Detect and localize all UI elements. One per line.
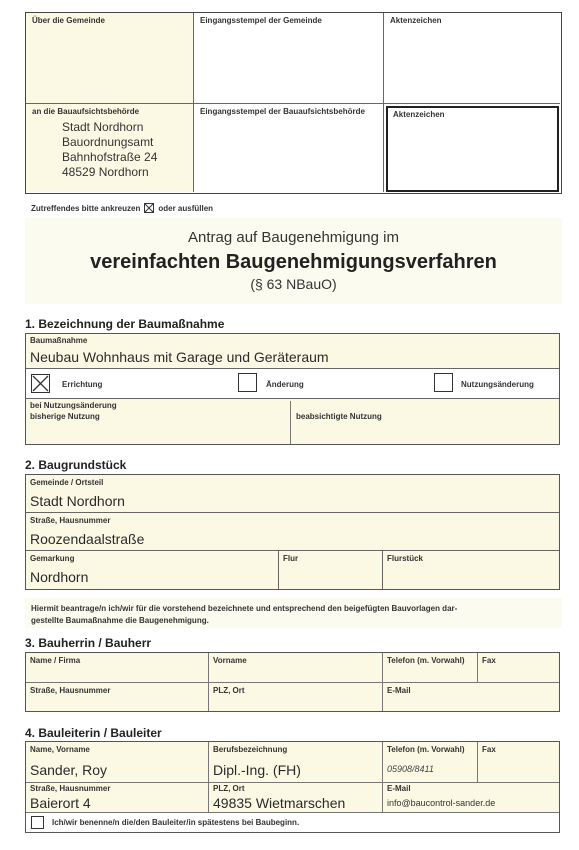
bauherr-fax-input[interactable]	[478, 653, 559, 682]
behoerde-address-box	[26, 104, 194, 192]
baumassnahme-field[interactable]	[26, 334, 559, 369]
errichtung-checkbox[interactable]	[31, 374, 50, 393]
aktenzeichen-label-1: Aktenzeichen	[390, 16, 442, 25]
address-line-2: Bauordnungsamt	[62, 135, 154, 149]
gemeinde-value: Stadt Nordhorn	[30, 493, 125, 509]
statement-line-1: Hiermit beantrage/n ich/wir für die vorstehend bezeichnete und entsprechend den beigefügten Bauvorlagen dar-	[31, 604, 458, 613]
ueber-label: Über die Gemeinde	[32, 16, 105, 25]
title-band	[25, 218, 562, 304]
nutzungsaenderung-checkbox[interactable]	[434, 373, 453, 392]
baumassnahme-value: Neubau Wohnhaus mit Garage und Geräteraum	[30, 349, 329, 365]
section3-box	[25, 652, 560, 712]
bei-nutzung-label: bei Nutzungsänderung	[30, 401, 117, 410]
bauleiter-plz-input[interactable]	[209, 783, 382, 812]
gemeinde-box	[26, 13, 194, 104]
bisherige-label: bisherige Nutzung	[30, 412, 100, 421]
address-line-3: Bahnhofstraße 24	[62, 150, 158, 164]
bauleiter-beruf-input[interactable]	[209, 742, 382, 782]
title-line-1: Antrag auf Baugenehmigung im	[188, 229, 399, 246]
title-line-2: vereinfachten Baugenehmigungsverfahren	[90, 251, 497, 273]
instruction-before: Zutreffendes bitte ankreuzen	[31, 203, 141, 213]
nutzungsaenderung-label: Nutzungsänderung	[461, 380, 534, 389]
massnahme-type-row	[26, 369, 559, 399]
behoerde-address	[62, 120, 157, 180]
flur-label: Flur	[283, 554, 299, 563]
address-line-4: 48529 Nordhorn	[62, 165, 149, 179]
bauherr-telefon-input[interactable]	[383, 653, 477, 682]
bisherige-input[interactable]	[26, 409, 290, 444]
flur-field[interactable]	[279, 551, 383, 589]
errichtung-label: Errichtung	[62, 380, 103, 389]
strasse-field[interactable]	[26, 513, 559, 551]
bauleiter-plz-value: 49835 Wietmarschen	[213, 795, 346, 811]
section2-heading: 2. Baugrundstück	[25, 458, 127, 472]
bauherr-email-label: E-Mail	[387, 686, 411, 695]
bauherr-strasse-input[interactable]	[26, 683, 208, 711]
statement-band	[25, 598, 562, 628]
bauleiter-beruf-value: Dipl.-Ing. (FH)	[213, 762, 301, 778]
baumassnahme-label: Baumaßnahme	[30, 336, 88, 345]
flurstueck-label: Flurstück	[387, 554, 424, 563]
flurstueck-field[interactable]	[383, 551, 559, 589]
strasse-value: Roozendaalstraße	[30, 531, 145, 547]
bauherr-plz-label: PLZ, Ort	[213, 686, 245, 695]
stempel-behoerde-label: Eingangsstempel der Bauaufsichtsbehörde	[200, 107, 365, 116]
statement-text	[31, 603, 457, 627]
bauleiter-strasse-input[interactable]	[26, 783, 208, 812]
benenne-row	[26, 813, 559, 832]
bauherr-plz-input[interactable]	[209, 683, 382, 711]
bauleiter-telefon-input[interactable]	[383, 742, 477, 782]
beabsichtigte-input[interactable]	[291, 409, 559, 444]
bauherr-vorname-input[interactable]	[209, 653, 382, 682]
bauherr-vorname-label: Vorname	[213, 656, 247, 665]
stempel-gemeinde-label: Eingangsstempel der Gemeinde	[200, 16, 322, 25]
bauleiter-name-value: Sander, Roy	[30, 762, 108, 778]
aktenzeichen-box-1	[384, 13, 560, 104]
bauleiter-email-input[interactable]	[383, 783, 559, 812]
nutzung-row	[26, 399, 559, 444]
bauleiter-email-label: E-Mail	[387, 784, 411, 793]
section1-box	[25, 333, 560, 445]
bauleiter-fax-input[interactable]	[478, 742, 559, 782]
gemeinde-label: Gemeinde / Ortsteil	[30, 478, 104, 487]
section4-box	[25, 741, 560, 833]
aktenzeichen-box-2	[386, 106, 559, 192]
bauherr-name-label: Name / Firma	[30, 656, 81, 665]
address-line-1: Stadt Nordhorn	[62, 120, 144, 134]
bauleiter-telefon-label: Telefon (m. Vorwahl)	[387, 745, 465, 754]
bauleiter-name-label: Name, Vorname	[30, 745, 90, 754]
bauleiter-email-value: info@baucontrol-sander.de	[387, 798, 496, 808]
bauherr-name-input[interactable]	[26, 653, 208, 682]
benenne-checkbox[interactable]	[31, 816, 44, 829]
bauleiter-beruf-label: Berufsbezeichnung	[213, 745, 288, 754]
title-line-3: (§ 63 NBauO)	[250, 276, 337, 292]
sample-cross-icon	[144, 203, 154, 213]
errichtung-check-icon	[32, 375, 49, 392]
stempel-gemeinde-box	[194, 13, 384, 104]
bauherr-email-input[interactable]	[383, 683, 559, 711]
gemarkung-field[interactable]	[26, 551, 279, 589]
stempel-behoerde-box	[194, 104, 384, 192]
gemeinde-field[interactable]	[26, 475, 559, 513]
section1-heading: 1. Bezeichnung der Baumaßnahme	[25, 317, 225, 331]
top-stamp-block	[25, 12, 562, 194]
gemarkung-label: Gemarkung	[30, 554, 75, 563]
bauleiter-telefon-value: 05908/8411	[387, 764, 434, 774]
gemarkung-value: Nordhorn	[30, 569, 89, 585]
section2-box	[25, 474, 560, 590]
bauleiter-name-input[interactable]	[26, 742, 208, 782]
section4-heading: 4. Bauleiterin / Bauleiter	[25, 726, 162, 740]
beabsichtigte-label: beabsichtigte Nutzung	[296, 412, 382, 421]
section3-heading: 3. Bauherrin / Bauherr	[25, 636, 152, 650]
instruction-line	[31, 203, 213, 213]
bauherr-fax-label: Fax	[482, 656, 496, 665]
strasse-label: Straße, Hausnummer	[30, 516, 111, 525]
bauleiter-fax-label: Fax	[482, 745, 496, 754]
bauleiter-strasse-value: Baierort 4	[30, 795, 91, 811]
bauleiter-strasse-label: Straße, Hausnummer	[30, 784, 111, 793]
aenderung-label: Änderung	[266, 380, 304, 389]
instruction-after: oder ausfüllen	[158, 203, 214, 213]
benenne-label: Ich/wir benenne/n die/den Bauleiter/in spätestens bei Baubeginn.	[52, 818, 300, 827]
statement-line-2: gestellte Baumaßnahme die Baugenehmigung.	[31, 616, 209, 625]
an-label: an die Bauaufsichtsbehörde	[32, 107, 140, 116]
aktenzeichen-label-2: Aktenzeichen	[393, 110, 445, 119]
bauherr-strasse-label: Straße, Hausnummer	[30, 686, 111, 695]
aenderung-checkbox[interactable]	[238, 373, 257, 392]
bauherr-telefon-label: Telefon (m. Vorwahl)	[387, 656, 465, 665]
bauleiter-plz-label: PLZ, Ort	[213, 784, 245, 793]
